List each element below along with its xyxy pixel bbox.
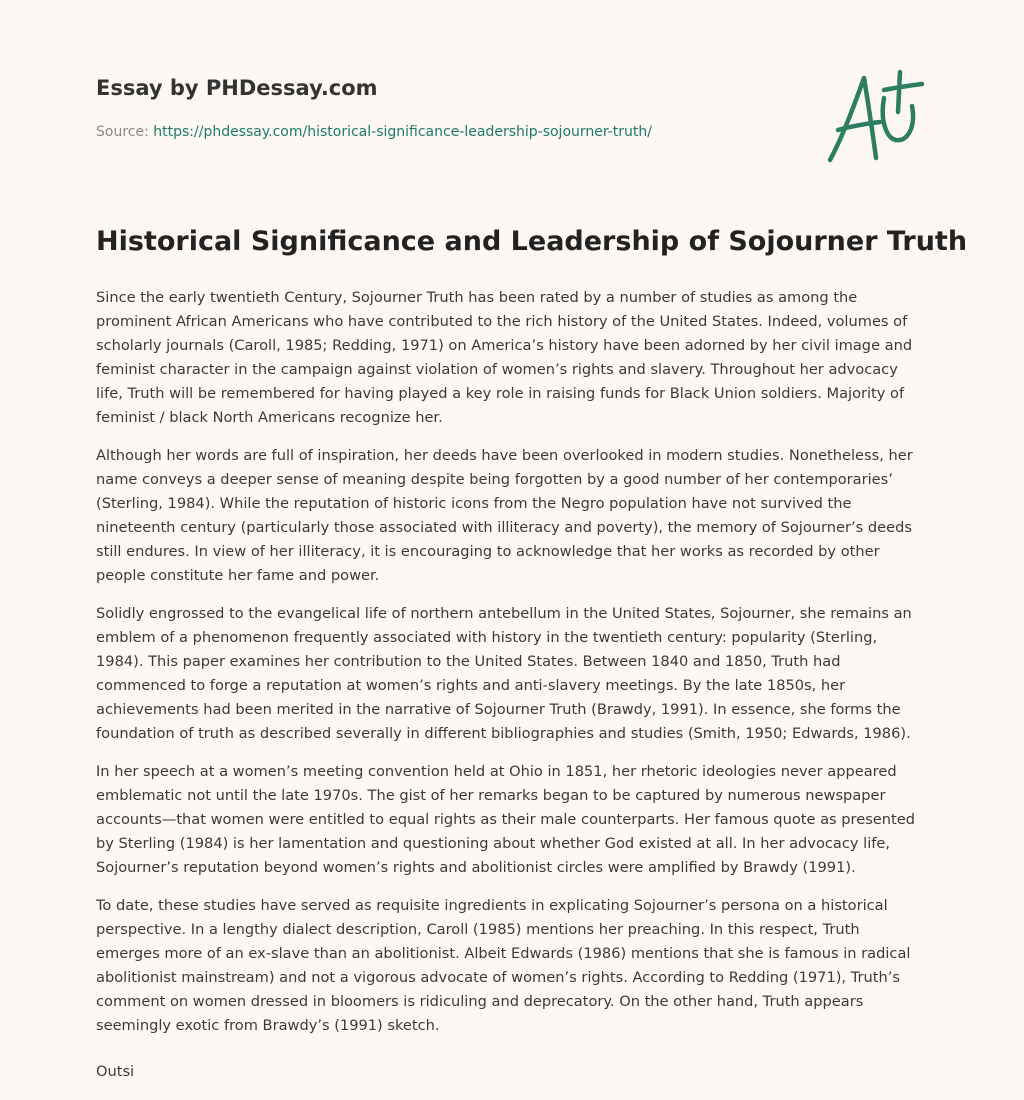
site-brand: Essay by PHDessay.com <box>96 76 378 100</box>
source-line <box>96 124 652 140</box>
essay-paragraph: Although her words are full of inspiration, her deeds have been overlooked in modern studies. Nonetheless, her name conveys a deeper sense of meaning despite being forgotten by a good number of her contemporaries’ (Sterling, 1984). While the reputation of historic icons from the Negro population have not survived the nineteenth century (particularly those associated with illiteracy and poverty), the memory of Sojourner’s deeds still endures. In view of her illiteracy, it is encouraging to acknowledge that her works as recorded by other people constitute her fame and power. <box>96 447 913 584</box>
essay-title: Historical Significance and Leadership of Sojourner Truth <box>96 226 968 257</box>
essay-paragraph: In her speech at a women’s meeting convention held at Ohio in 1851, her rhetoric ideologies never appeared emblematic not until the late 1970s. The gist of her remarks began to be captured by numerous newspaper accounts—that women were entitled to equal rights as their male counterparts. Her famous quote as presented by Sterling (1984) is her lamentation and questioning about whether God existed at all. In her advocacy life, Sojourner’s reputation beyond women’s rights and abolitionist circles were amplified by Brawdy (1991). <box>96 763 915 876</box>
essay-paragraph: To date, these studies have served as requisite ingredients in explicating Sojourner’s persona on a historical perspective. In a lengthy dialect description, Caroll (1985) mentions her preaching. In this respect, Truth emerges more of an ex-slave than an abolitionist. Albeit Edwards (1986) mentions that she is famous in radical abolitionist mainstream) and not a vigorous advocate of women’s rights. According to Redding (1971), Truth’s comment on women dressed in bloomers is ridiculing and deprecatory. On the other hand, Truth appears seemingly exotic from Brawdy’s (1991) sketch. <box>96 897 911 1034</box>
essay-body <box>96 286 926 1052</box>
essay-paragraph: Solidly engrossed to the evangelical life of northern antebellum in the United States, Sojourner, she remains an emblem of a phenomenon frequently associated with history in the twentieth century: popularity (Sterling, 1984). This paper examines her contribution to the United States. Between 1840 and 1850, Truth had commenced to forge a reputation at women’s rights and anti-slavery meetings. By the late 1850s, her achievements had been merited in the narrative of Sojourner Truth (Brawdy, 1991). In essence, she forms the foundation of truth as described severally in different bibliographies and studies (Smith, 1950; Edwards, 1986). <box>96 605 912 742</box>
source-label: Source: <box>96 124 149 140</box>
truncated-text: Outsi <box>96 1063 135 1080</box>
essay-paragraph: Since the early twentieth Century, Sojourner Truth has been rated by a number of studies as among the prominent African Americans who have contributed to the rich history of the United States. Indeed, volumes of scholarly journals (Caroll, 1985; Redding, 1971) on America’s history have been adorned by her civil image and feminist character in the campaign against violation of women’s rights and slavery. Throughout her advocacy life, Truth will be remembered for having played a key role in raising funds for Black Union soldiers. Majority of feminist / black North Americans recognize her. <box>96 289 913 426</box>
source-link[interactable]: https://phdessay.com/historical-significance-leadership-sojourner-truth/ <box>153 124 652 140</box>
a-plus-logo-icon <box>824 68 928 166</box>
